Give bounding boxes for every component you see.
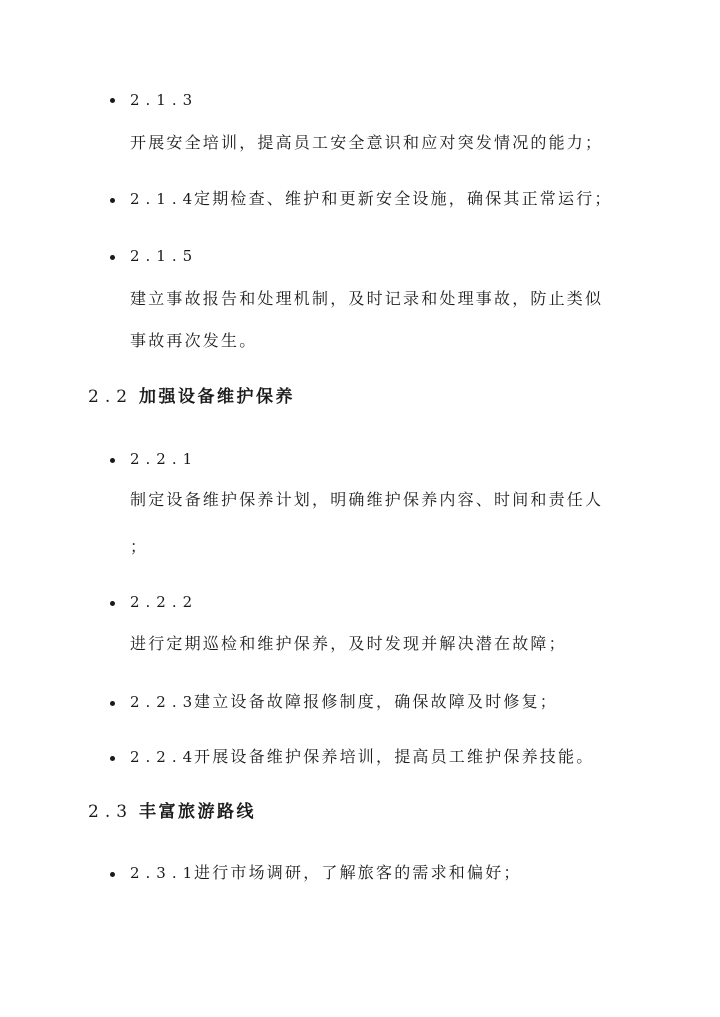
- section-number: 2.2: [88, 387, 134, 407]
- list-bullet: [110, 458, 115, 463]
- list-bullet: [110, 255, 115, 260]
- item-number: 2.2.1: [130, 450, 199, 468]
- list-bullet: [110, 756, 115, 761]
- item-text-continued: ；: [130, 537, 149, 556]
- item-number: 2.1.5: [130, 247, 199, 265]
- item-number: 2.2.2: [130, 593, 199, 611]
- section-title: 加强设备维护保养: [139, 387, 296, 407]
- section-title: 丰富旅游路线: [139, 802, 257, 822]
- list-bullet: [110, 701, 115, 706]
- item-text: 开展设备维护保养培训，提高员工维护保养技能。: [194, 747, 595, 766]
- item-number: 2.1.4: [130, 190, 199, 208]
- item-text: 建立事故报告和处理机制，及时记录和处理事故，防止类似: [130, 289, 604, 308]
- list-bullet: [110, 872, 115, 877]
- list-bullet: [110, 198, 115, 203]
- item-text: 进行市场调研，了解旅客的需求和偏好；: [194, 863, 522, 882]
- item-number: 2.2.3: [130, 693, 199, 711]
- list-bullet: [110, 98, 115, 103]
- item-number: 2.3.1: [130, 864, 199, 882]
- item-text: 进行定期巡检和维护保养，及时发现并解决潜在故障；: [130, 634, 567, 653]
- item-text: 开展安全培训，提高员工安全意识和应对突发情况的能力；: [130, 133, 604, 152]
- section-heading: [88, 386, 295, 408]
- list-bullet: [110, 601, 115, 606]
- item-text: 制定设备维护保养计划，明确维护保养内容、时间和责任人: [130, 490, 604, 509]
- section-number: 2.3: [88, 802, 134, 822]
- item-text-continued: 事故再次发生。: [130, 331, 258, 350]
- item-text: 建立设备故障报修制度，确保故障及时修复；: [194, 692, 559, 711]
- item-number: 2.2.4: [130, 748, 199, 766]
- item-text: 定期检查、维护和更新安全设施，确保其正常运行；: [194, 189, 613, 208]
- section-heading: [88, 801, 256, 823]
- item-number: 2.1.3: [130, 91, 199, 109]
